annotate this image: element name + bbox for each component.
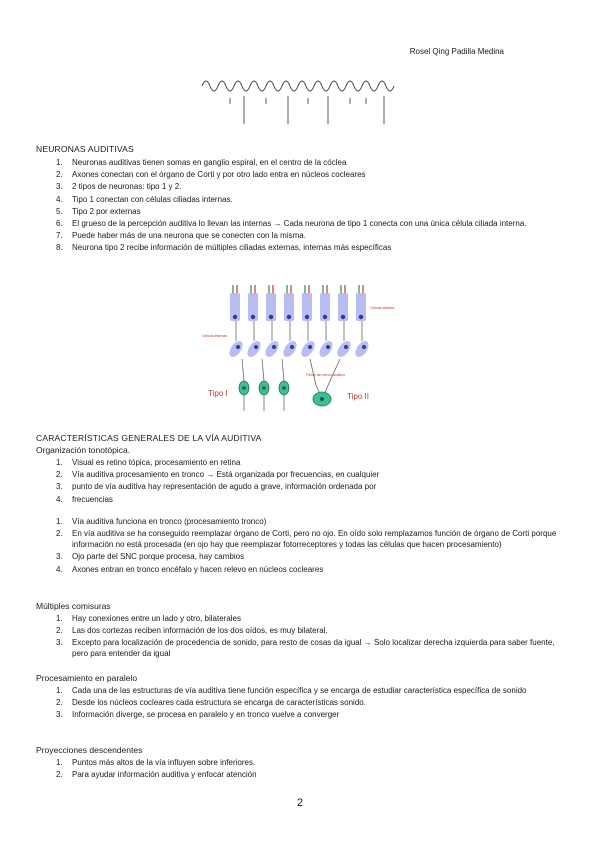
section-title-neuronas: NEURONAS AUDITIVAS <box>36 144 134 154</box>
list-item: 2. En vía auditiva se ha conseguido reemplazar órgano de Corti, pero no ojo. En oído solo remplazamos función de órgano de Corti porque información no está procesada (en ojo hay que reemplazar fotorreceptores y todas las células que hacen procesamiento) <box>56 529 557 550</box>
section-title-caracteristicas: CARACTERÍSTICAS GENERALES DE LA VÍA AUDITIVA <box>36 433 262 443</box>
list-item: 5. Tipo 2 por externas <box>56 206 141 216</box>
list-tonotopica <box>36 457 564 506</box>
nerve-fibers <box>236 321 362 399</box>
hair-bundles <box>233 285 363 293</box>
list-item: 1. Cada una de las estructuras de vía auditiva tiene función específica y se encarga de estudiar característica específica de sonido <box>56 686 527 695</box>
cell-nuclei <box>233 315 363 319</box>
list-comisuras <box>36 613 564 661</box>
list-paralelo <box>36 685 564 722</box>
list-item: 2. Vía auditiva procesamiento en tronco → Está organizada por frecuencias, en cualquier <box>56 470 380 480</box>
list-item: 4. Axones entran en tronco encéfalo y hacen relevo en núcleos cocleares <box>56 564 324 574</box>
label-inner-cells: Células internas <box>202 334 228 338</box>
hair-cells-figure <box>200 281 410 421</box>
sound-wave-figure <box>200 74 400 128</box>
wave-arrows <box>230 96 384 124</box>
list-tronco <box>36 516 564 576</box>
list-item: 6. El grueso de la percepción auditiva lo llevan las internas → Cada neurona de tipo 1 conecta con una única célula ciliada interna. <box>56 218 527 228</box>
list-neuronas <box>36 157 564 255</box>
page-number: 2 <box>296 797 304 809</box>
list-item: 1. Puntos más altos de la vía influyen sobre inferiores. <box>56 758 256 767</box>
list-item: 3. 2 tipos de neuronas: tipo 1 y 2. <box>56 182 182 192</box>
label-type1: Tipo I <box>208 389 228 398</box>
list-item: 3. punto de vía auditiva hay representación de agudo a grave, información ordenada por <box>56 482 377 492</box>
list-proyecciones <box>36 757 564 781</box>
list-item: 7. Puede haber más de una neurona que se conecten con la misma. <box>56 231 306 241</box>
inner-nuclei <box>236 345 366 349</box>
type2-neuron-nucleus <box>320 397 324 401</box>
subtitle-tonotopica: Organización tonotópica. <box>36 445 131 455</box>
list-item: 4. Tipo 1 conectan con células ciliadas internas. <box>56 194 233 204</box>
list-item: 2. Axones conectan con el órgano de Corti y por otro lado entra en núcleos cocleares <box>56 170 366 180</box>
list-item: 2. Desde los núcleos cocleares cada estructura se encarga de características sonido. <box>56 698 366 708</box>
list-item: 3. Ojo parte del SNC porque procesa, hay cambios <box>56 552 245 562</box>
subtitle-paralelo: Procesamiento en paralelo <box>36 673 138 683</box>
list-item: 3. Información diverge, se procesa en paralelo y en tronco vuelve a converger <box>56 710 340 720</box>
sound-wave <box>202 81 394 91</box>
label-nerve-fibers: Fibras del nervio auditivo <box>306 373 345 377</box>
inner-hair-cells <box>227 339 372 359</box>
list-item: 2. Las dos cortezas reciben información de los dos oídos, es muy bilateral. <box>56 626 328 636</box>
outer-hair-cells <box>230 293 366 321</box>
author-name: Rosel Qing Padilla Medina <box>409 47 504 56</box>
label-outer-cells: Células ciliadas <box>370 306 395 310</box>
subtitle-proyecciones: Proyecciones descendentes <box>36 745 143 755</box>
list-item: 4. frecuencias <box>56 494 113 504</box>
list-item: 1. Neuronas auditivas tienen somas en ganglio espiral, en el centro de la cóclea <box>56 158 347 167</box>
type1-axons <box>244 395 284 411</box>
list-item: 8. Neurona tipo 2 recibe información de múltiples ciliadas externas, internas más específicas <box>56 243 392 253</box>
list-item: 3. Excepto para localización de procedencia de sonido, para resto de cosas da igual → Solo localizar derecha izquierda para saber fuente, pero para entender da igual <box>56 638 555 659</box>
list-item: 2. Para ayudar información auditiva y enfocar atención <box>56 770 257 780</box>
label-type2: Tipo II <box>347 392 369 401</box>
list-item: 1. Hay conexiones entre un lado y otro, bilaterales <box>56 614 241 623</box>
subtitle-comisuras: Múltiples comisuras <box>36 601 111 611</box>
list-item: 1. Vía auditiva funciona en tronco (procesamiento tronco) <box>56 517 267 526</box>
list-item: 1. Visual es retino tópica, procesamiento en retina <box>56 458 241 467</box>
